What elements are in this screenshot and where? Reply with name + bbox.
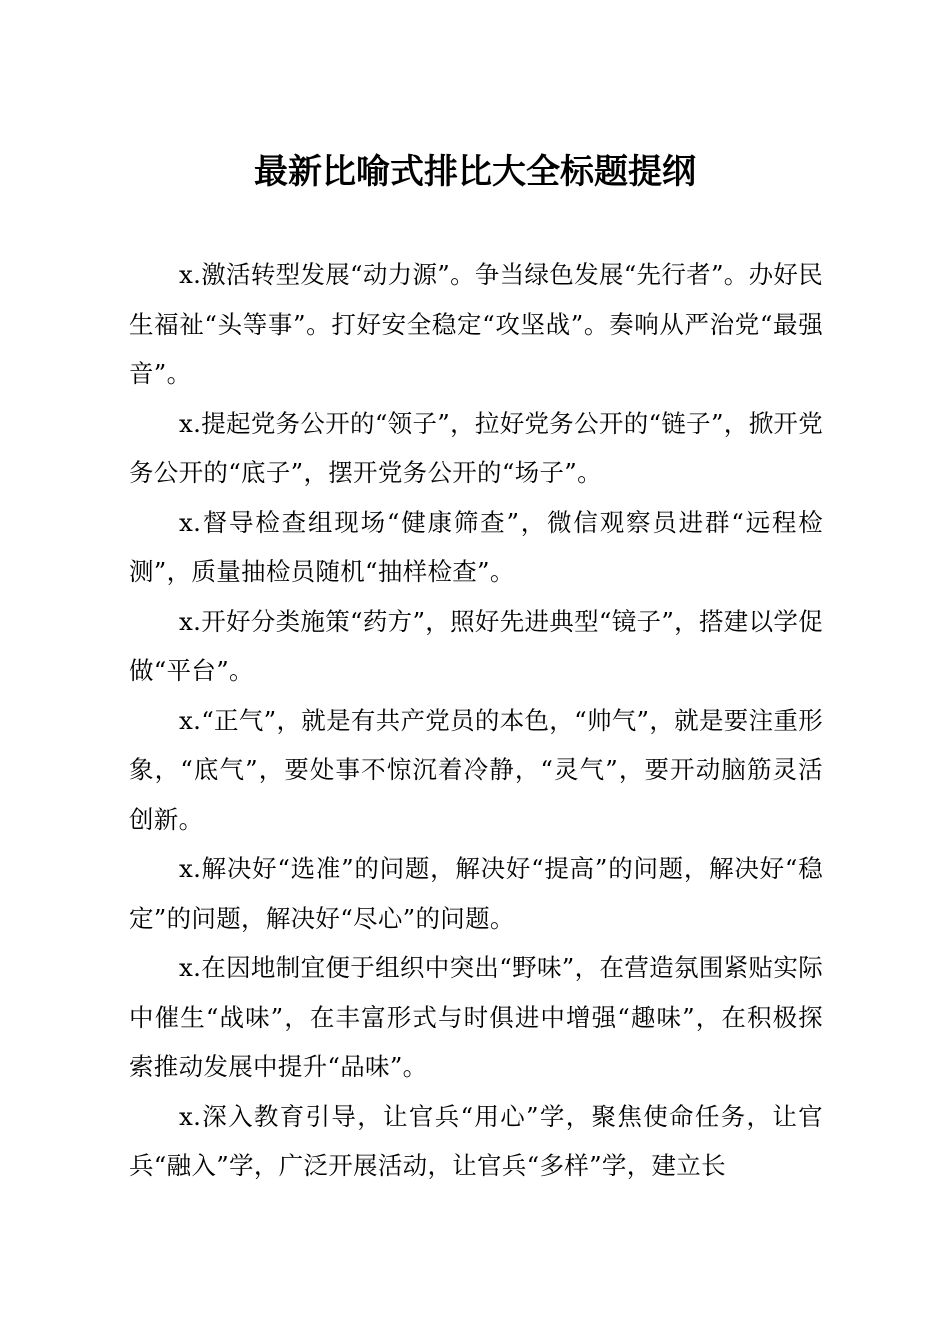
paragraph: x.开好分类施策“药方”，照好先进典型“镜子”，搭建以学促做“平台”。 xyxy=(129,606,823,685)
paragraph: x.激活转型发展“动力源”。争当绿色发展“先行者”。办好民生福祉“头等事”。打好安全稳定“攻坚战”。奏响从严治党“最强音”。 xyxy=(129,260,823,388)
document-title: 最新比喻式排比大全标题提纲 xyxy=(254,152,696,192)
paragraph: x.督导检查组现场“健康筛查”，微信观察员进群“远程检测”，质量抽检员随机“抽样检查”。 xyxy=(129,507,823,586)
paragraph: x.在因地制宜便于组织中突出“野味”，在营造氛围紧贴实际中催生“战味”，在丰富形式与时俱进中增强“趣味”，在积极探索推动发展中提升“品味”。 xyxy=(129,953,823,1081)
paragraph: x.解决好“选准”的问题，解决好“提高”的问题，解决好“稳定”的问题，解决好“尽心”的问题。 xyxy=(129,854,823,933)
paragraph: x.深入教育引导，让官兵“用心”学，聚焦使命任务，让官兵“融入”学，广泛开展活动，让官兵“多样”学，建立长 xyxy=(129,1101,823,1180)
paragraph: x.提起党务公开的“领子”，拉好党务公开的“链子”，掀开党务公开的“底子”，摆开党务公开的“场子”。 xyxy=(129,408,823,487)
paragraph: x.“正气”，就是有共产党员的本色，“帅气”，就是要注重形象，“底气”，要处事不惊沉着冷静，“灵气”，要开动脑筋灵活创新。 xyxy=(129,705,823,834)
document-body xyxy=(129,250,823,1191)
